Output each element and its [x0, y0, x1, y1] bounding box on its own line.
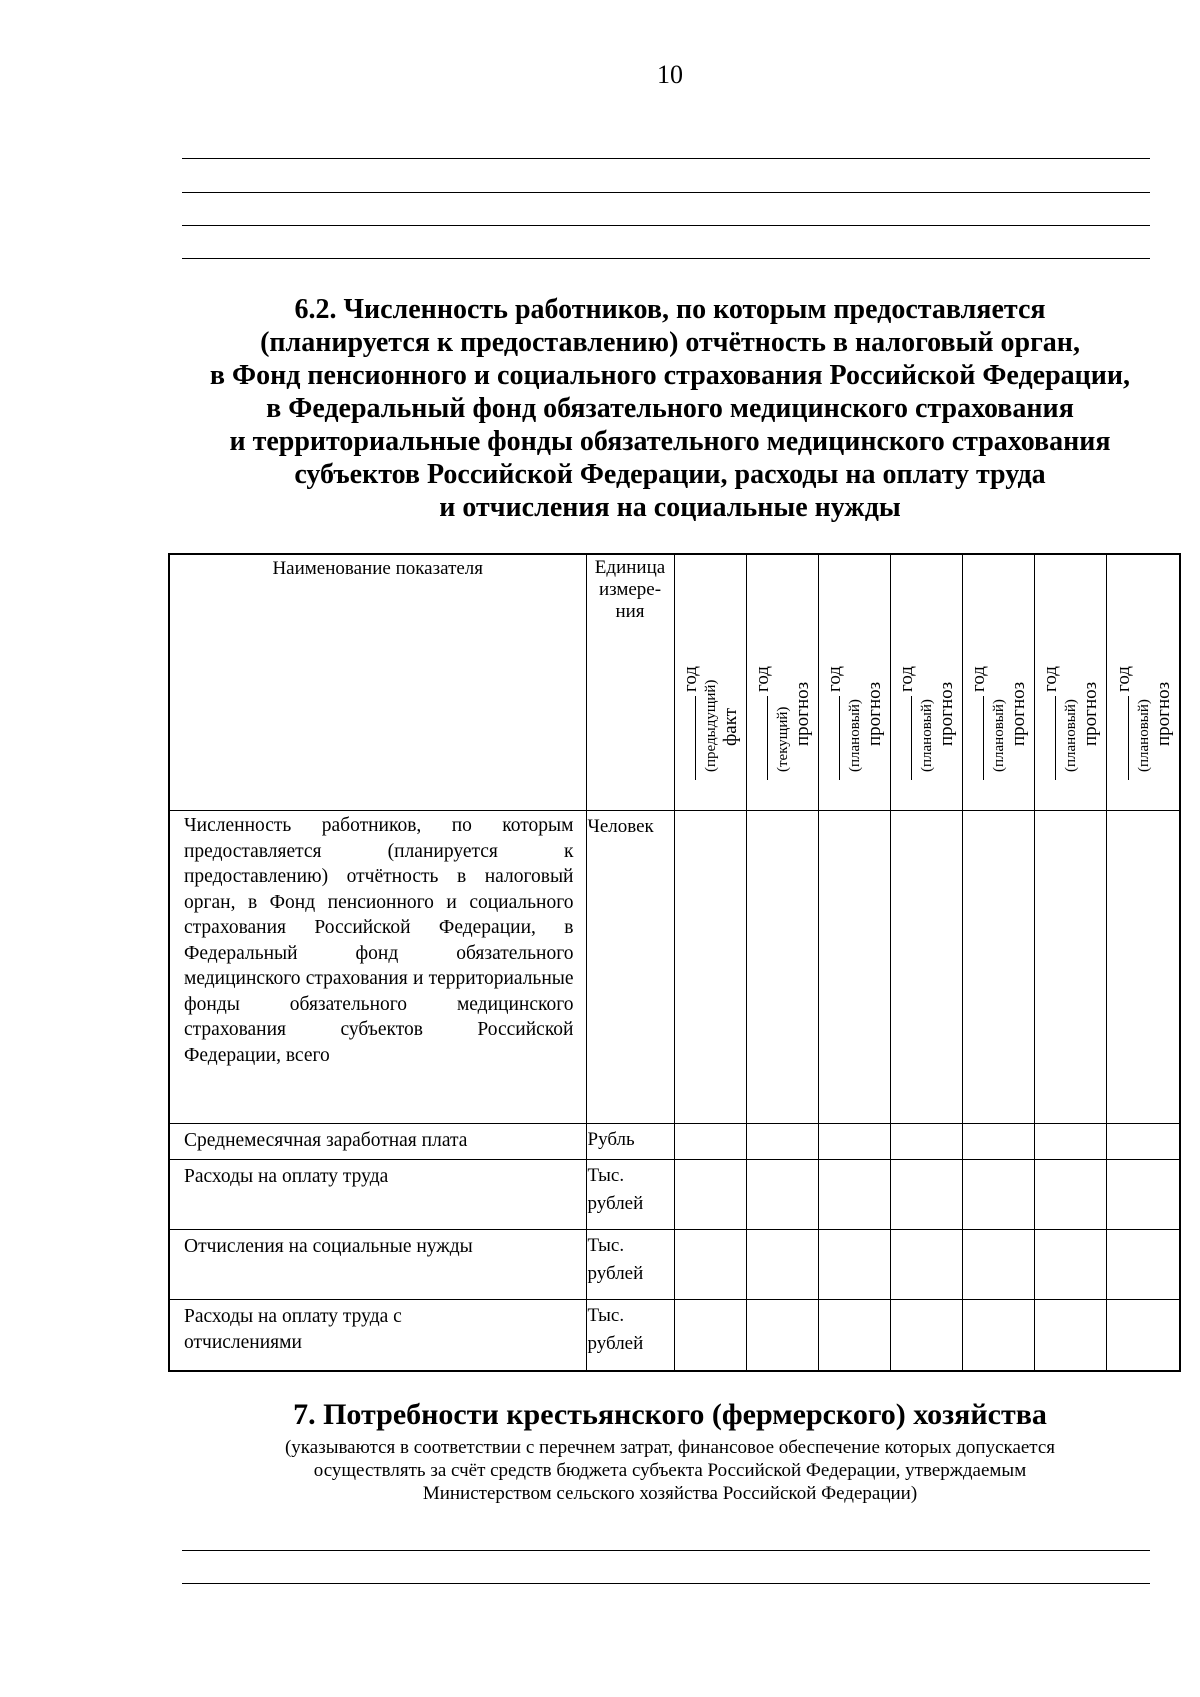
year-blank[interactable]	[839, 696, 840, 780]
table-row	[169, 1230, 1180, 1300]
header-indicator-name: Наименование показателя	[169, 554, 586, 811]
row-unit-line: Тыс.	[587, 1235, 625, 1256]
row-name-line: в налоговый орган, в Фонд	[184, 866, 574, 913]
header-period-5	[962, 554, 1034, 811]
period-qualifier: (плановый)	[919, 699, 935, 772]
value-cell[interactable]	[1034, 1230, 1106, 1300]
value-cell[interactable]	[1034, 1300, 1106, 1371]
header-unit-line: ния	[615, 601, 645, 622]
table-row	[169, 1300, 1180, 1371]
year-word: год	[824, 666, 845, 692]
row-name-line: Численность работников, по которым	[184, 815, 574, 836]
value-cell[interactable]	[890, 1300, 962, 1371]
year-blank[interactable]	[1128, 696, 1129, 780]
year-word: год	[896, 666, 917, 692]
value-cell[interactable]	[746, 1124, 818, 1160]
value-cell[interactable]	[1106, 1124, 1180, 1160]
section-7-heading: 7. Потребности крестьянского (фермерского) хозяйства	[293, 1398, 1047, 1431]
period-qualifier: (плановый)	[847, 699, 863, 772]
value-cell[interactable]	[1034, 1160, 1106, 1230]
heading-line: субъектов Российской Федерации, расходы на оплату труда	[294, 459, 1046, 490]
period-qualifier: (предыдущий)	[703, 679, 719, 772]
value-cell[interactable]	[818, 1300, 890, 1371]
heading-line: и отчисления на социальные нужды	[439, 492, 901, 523]
value-cell[interactable]	[818, 1124, 890, 1160]
value-cell[interactable]	[818, 1230, 890, 1300]
row-unit-line: Тыс.	[587, 1305, 625, 1326]
row-name-line: в Федеральный фонд обязательного	[184, 917, 574, 964]
year-word: год	[752, 666, 773, 692]
blank-fill-line[interactable]	[182, 225, 1150, 226]
row-unit: Человек	[586, 811, 674, 1124]
row-name-labor-costs-with-contributions	[169, 1300, 586, 1371]
header-period-6	[1034, 554, 1106, 811]
value-cell[interactable]	[1106, 1300, 1180, 1371]
value-cell[interactable]	[962, 1300, 1034, 1371]
row-name-avg-salary: Среднемесячная заработная плата	[169, 1124, 586, 1160]
year-word: год	[1040, 666, 1061, 692]
year-blank[interactable]	[1055, 696, 1056, 780]
value-cell[interactable]	[674, 1230, 746, 1300]
row-name-social-contributions: Отчисления на социальные нужды	[169, 1230, 586, 1300]
value-cell[interactable]	[746, 1160, 818, 1230]
heading-line: в Федеральный фонд обязательного медицинского страхования	[266, 393, 1074, 424]
row-name-line: пенсионного и социального	[327, 891, 574, 913]
year-word: год	[1112, 666, 1134, 692]
note-line: (указываются в соответствии с перечнем затрат, финансовое обеспечение которых допускается	[284, 1437, 1056, 1458]
row-name-line: к предоставлению) отчётность	[184, 840, 574, 887]
note-line: осуществлять за счёт средств бюджета субъекта Российской Федерации, утверждаемым	[313, 1460, 1027, 1481]
row-name-line: Федерации, всего	[184, 1044, 330, 1066]
header-period-7	[1106, 554, 1180, 811]
header-period-1	[674, 554, 746, 811]
row-name-line: страхования субъектов Российской	[184, 1019, 574, 1040]
year-word: год	[968, 666, 989, 692]
period-kind: прогноз	[1152, 681, 1174, 746]
blank-fill-line[interactable]	[182, 1583, 1150, 1584]
value-cell[interactable]	[962, 811, 1034, 1124]
table-row	[169, 1160, 1180, 1230]
period-kind: прогноз	[1008, 681, 1029, 746]
row-name-line: предоставляется (планируется	[184, 840, 498, 862]
header-unit-line: Единица	[594, 557, 666, 578]
value-cell[interactable]	[674, 1160, 746, 1230]
value-cell[interactable]	[1106, 811, 1180, 1124]
heading-line: и территориальные фонды обязательного медицинского страхования	[229, 426, 1111, 457]
period-kind: прогноз	[792, 681, 813, 746]
table-header-row	[169, 554, 1180, 811]
value-cell[interactable]	[890, 1124, 962, 1160]
value-cell[interactable]	[818, 811, 890, 1124]
blank-fill-line[interactable]	[182, 1550, 1150, 1551]
row-name-line: медицинского страхования	[184, 968, 408, 989]
note-line: Министерством сельского хозяйства Российской Федерации)	[422, 1483, 918, 1504]
page-number: 10	[657, 60, 683, 89]
value-cell[interactable]	[890, 1230, 962, 1300]
row-unit-line: рублей	[587, 1263, 644, 1284]
heading-line: в Фонд пенсионного и социального страхования Российской Федерации,	[209, 360, 1131, 391]
row-unit	[586, 1300, 674, 1371]
value-cell[interactable]	[674, 1300, 746, 1371]
value-cell[interactable]	[674, 1124, 746, 1160]
blank-fill-line[interactable]	[182, 192, 1150, 193]
year-blank[interactable]	[983, 696, 984, 780]
row-name-line: обязательного медицинского	[289, 993, 574, 1015]
row-name-line: и территориальные фонды	[184, 968, 574, 1015]
value-cell[interactable]	[890, 1160, 962, 1230]
row-unit-line: Тыс.	[587, 1165, 625, 1186]
year-word: год	[680, 666, 701, 692]
blank-fill-line[interactable]	[182, 258, 1150, 259]
row-unit	[586, 1160, 674, 1230]
value-cell[interactable]	[746, 811, 818, 1124]
row-name-line: отчислениями	[184, 1332, 302, 1353]
value-cell[interactable]	[1106, 1160, 1180, 1230]
value-cell[interactable]	[746, 1300, 818, 1371]
header-period-2	[746, 554, 818, 811]
period-qualifier: (плановый)	[1063, 699, 1079, 772]
value-cell[interactable]	[674, 811, 746, 1124]
row-unit-line: рублей	[587, 1333, 644, 1354]
row-name-labor-costs: Расходы на оплату труда	[169, 1160, 586, 1230]
header-unit	[586, 554, 674, 811]
row-name-line: Расходы на оплату труда с	[184, 1306, 402, 1327]
row-unit	[586, 1230, 674, 1300]
value-cell[interactable]	[962, 1160, 1034, 1230]
year-blank[interactable]	[695, 696, 696, 780]
period-kind: факт	[720, 707, 741, 746]
value-cell[interactable]	[818, 1160, 890, 1230]
value-cell[interactable]	[1034, 1124, 1106, 1160]
period-qualifier: (плановый)	[991, 699, 1007, 772]
value-cell[interactable]	[1106, 1230, 1180, 1300]
blank-fill-line[interactable]	[182, 158, 1150, 159]
value-cell[interactable]	[746, 1230, 818, 1300]
row-unit-line: рублей	[587, 1193, 644, 1214]
year-blank[interactable]	[767, 696, 768, 780]
heading-line: 6.2. Численность работников, по которым предоставляется	[294, 294, 1046, 325]
header-period-3	[818, 554, 890, 811]
year-blank[interactable]	[911, 696, 912, 780]
period-qualifier: (плановый)	[1135, 699, 1152, 772]
period-qualifier: (текущий)	[775, 706, 791, 772]
row-name-headcount	[169, 811, 586, 1124]
section-7-note	[150, 1436, 1190, 1505]
period-kind: прогноз	[864, 681, 885, 746]
table-row	[169, 1124, 1180, 1160]
heading-line: (планируется к предоставлению) отчётность в налоговый орган,	[260, 327, 1080, 358]
section-6-2-heading	[150, 293, 1190, 524]
period-kind: прогноз	[936, 681, 957, 746]
row-name-line: страхования Российской Федерации,	[184, 917, 536, 938]
value-cell[interactable]	[890, 811, 962, 1124]
value-cell[interactable]	[962, 1124, 1034, 1160]
header-period-4	[890, 554, 962, 811]
value-cell[interactable]	[962, 1230, 1034, 1300]
row-unit: Рубль	[586, 1124, 674, 1160]
workforce-table	[168, 553, 1181, 1372]
value-cell[interactable]	[1034, 811, 1106, 1124]
header-unit-line: измере-	[598, 579, 662, 600]
period-kind: прогноз	[1080, 681, 1101, 746]
table-row	[169, 811, 1180, 1124]
